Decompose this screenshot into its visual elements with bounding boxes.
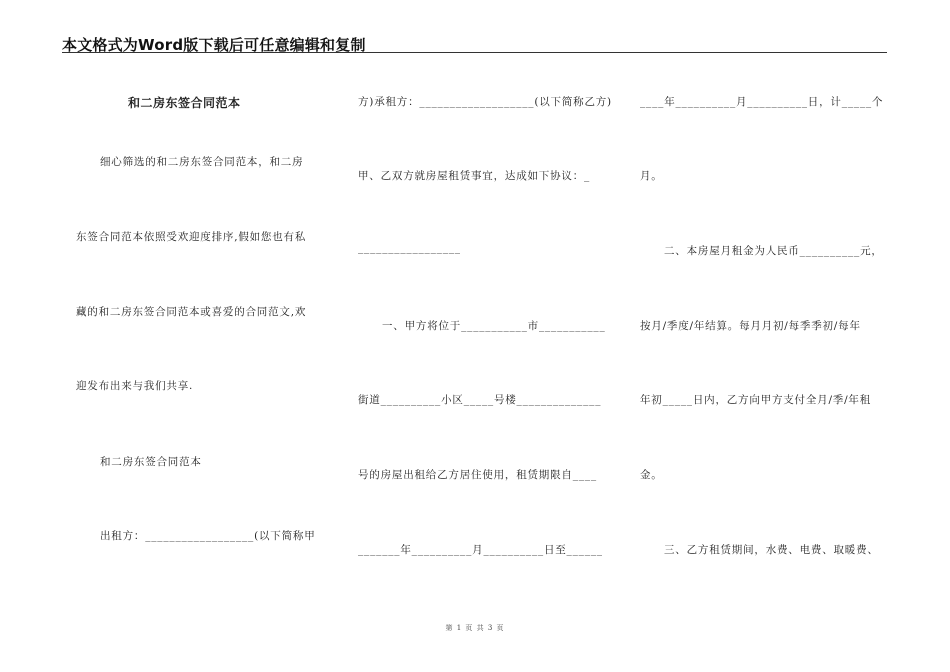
paragraph-line: 三、乙方租赁期间，水费、电费、取暖费、	[664, 544, 879, 556]
paragraph-line: _______年__________月__________日至______	[358, 544, 603, 556]
page-number-footer: 第 1 页 共 3 页	[445, 624, 505, 632]
paragraph-line: 街道__________小区_____号楼______________	[358, 394, 602, 406]
paragraph-line: 号的房屋出租给乙方居住使用，租赁期限自____	[358, 469, 597, 481]
paragraph-line: ____年__________月__________日，计_____个	[640, 96, 884, 108]
paragraph-line: 按月/季度/年结算。每月月初/每季季初/每年	[640, 320, 861, 332]
paragraph-line: 细心筛选的和二房东签合同范本，和二房	[100, 156, 304, 168]
paragraph-line: _________________	[358, 242, 461, 254]
paragraph-line: 二、本房屋月租金为人民币__________元，	[664, 245, 883, 257]
paragraph-line: 月。	[640, 170, 663, 182]
paragraph-line: 藏的和二房东签合同范本或喜爱的合同范文,欢	[76, 306, 307, 318]
paragraph-line: 和二房东签合同范本	[100, 456, 202, 468]
paragraph-line: 金。	[640, 469, 663, 481]
document-title: 和二房东签合同范本	[128, 96, 241, 110]
paragraph-line: 东签合同范本依照受欢迎度排序,假如您也有私	[76, 231, 307, 243]
header-title: 本文格式为Word版下载后可任意编辑和复制	[62, 36, 366, 54]
paragraph-line: 迎发布出来与我们共享.	[76, 380, 194, 392]
paragraph-line: 甲、乙双方就房屋租赁事宜，达成如下协议：_	[358, 170, 591, 182]
paragraph-line: 年初_____日内，乙方向甲方支付全月/季/年租	[640, 394, 872, 406]
paragraph-line: 一、甲方将位于___________市___________	[382, 320, 606, 332]
paragraph-line: 方)承租方：___________________(以下简称乙方)	[358, 96, 612, 108]
header-divider	[62, 52, 887, 53]
paragraph-line: 出租方：__________________(以下简称甲	[100, 530, 316, 542]
